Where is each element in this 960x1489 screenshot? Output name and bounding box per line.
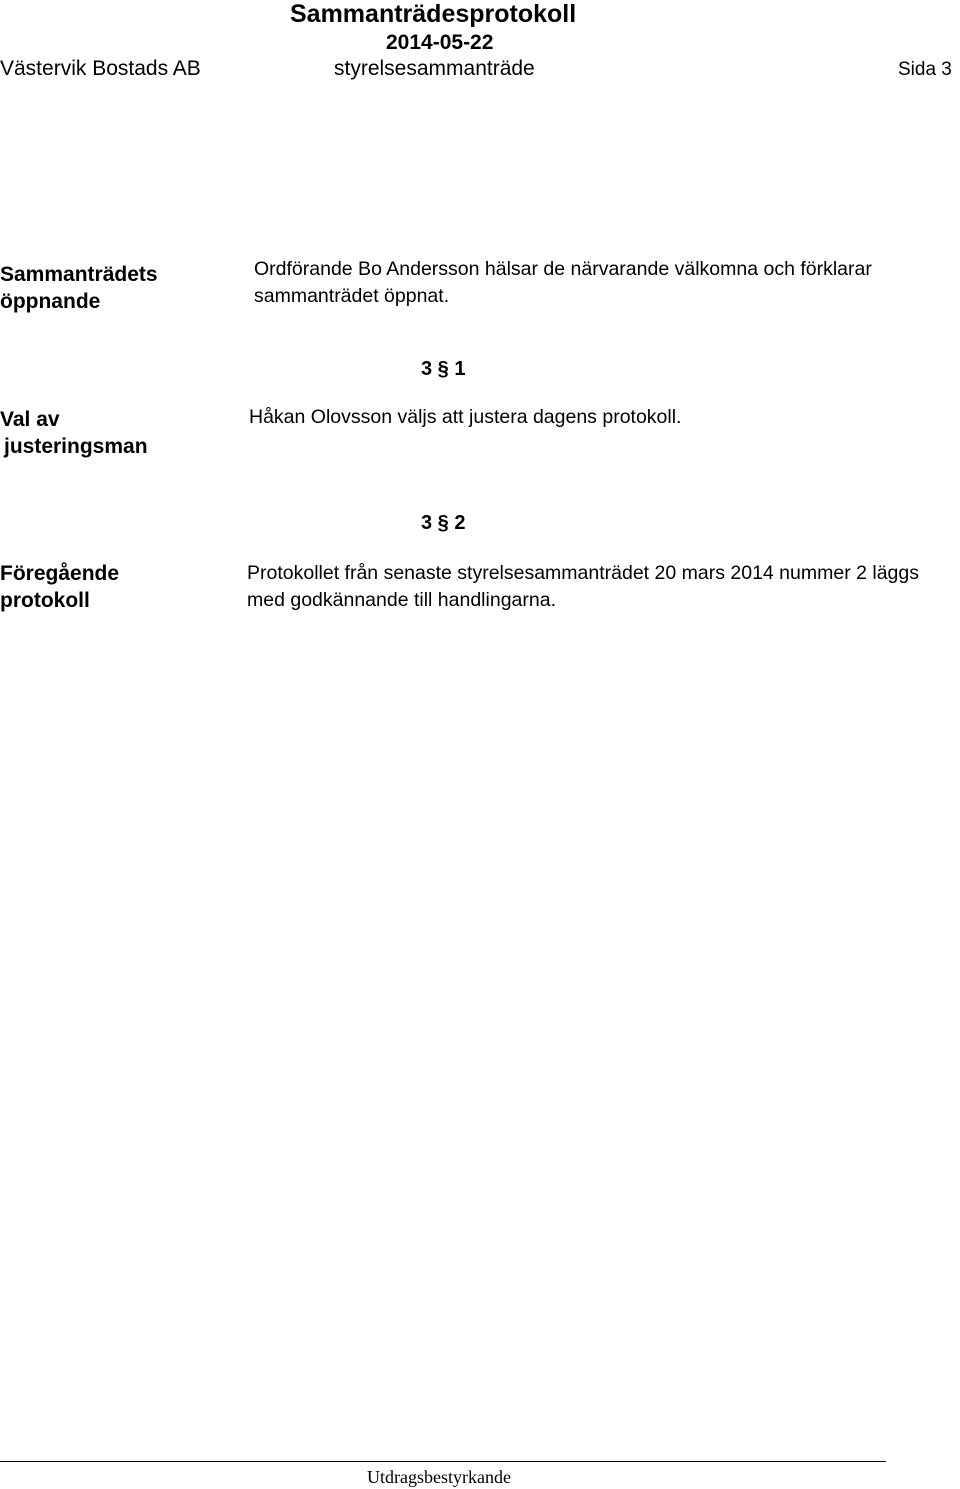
section-heading-line: Sammanträdets: [0, 263, 158, 286]
document-title: Sammanträdesprotokoll: [290, 0, 577, 28]
section-heading-line: Val av: [0, 408, 60, 431]
section-text-previous-minutes: Protokollet från senaste styrelsesammanträdet 20 mars 2014 nummer 2 läggs med godkännande till handlingarna.: [247, 562, 919, 611]
section-heading-line: Föregående: [0, 562, 120, 585]
meeting-date: 2014-05-22: [386, 31, 494, 54]
section-heading-adjuster: [0, 406, 220, 460]
section-heading-line: öppnande: [0, 290, 101, 313]
paragraph-number: 3 § 1: [421, 358, 466, 380]
organization-name: Västervik Bostads AB: [0, 57, 201, 80]
section-heading-line: justeringsman: [4, 435, 148, 458]
section-text-opening: Ordförande Bo Andersson hälsar de närvarande välkomna och förklarar sammanträdet öppnat.: [254, 258, 872, 307]
section-heading-previous-minutes: [0, 560, 220, 614]
footer-divider: [0, 1461, 886, 1462]
meeting-type: styrelsesammanträde: [334, 57, 535, 80]
footer-certification-label: Utdragsbestyrkande: [367, 1467, 511, 1487]
section-heading-opening: [0, 261, 220, 315]
section-heading-line: protokoll: [0, 589, 90, 612]
section-text-adjuster: Håkan Olovsson väljs att justera dagens protokoll.: [249, 406, 682, 428]
page-number: Sida 3: [898, 59, 952, 80]
paragraph-number: 3 § 2: [421, 512, 466, 534]
